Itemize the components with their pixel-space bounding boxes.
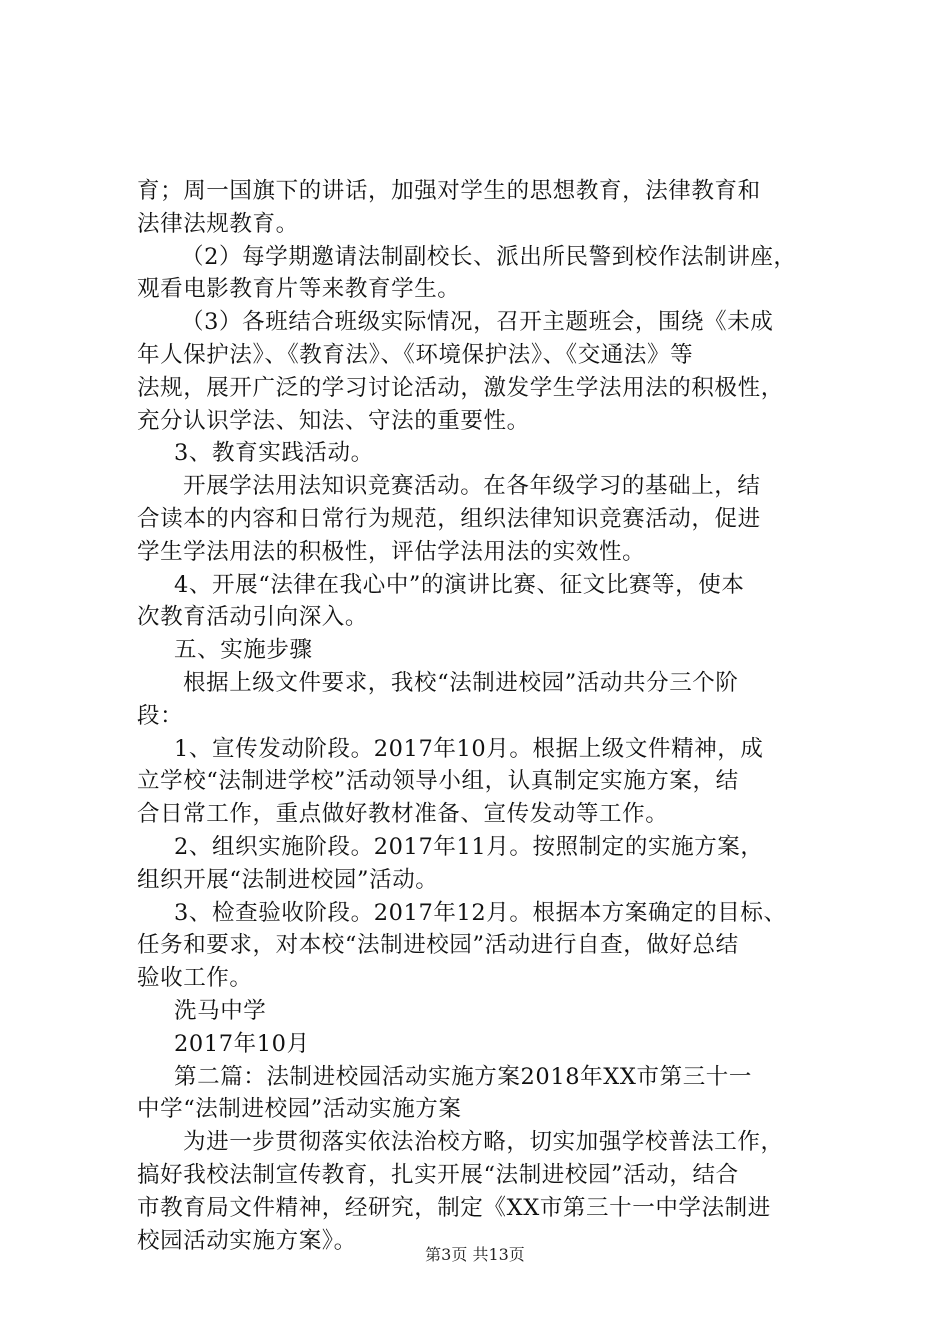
section-title: 第二篇：法制进校园活动实施方案2018年XX市第三十一 xyxy=(174,1063,752,1090)
text-line: 法律法规教育。 xyxy=(137,210,299,237)
text-line: 校园活动实施方案》。 xyxy=(137,1227,357,1254)
text-line: 段： xyxy=(137,702,184,729)
text-line: 1、宣传发动阶段。2017年10月。根据上级文件精神，成 xyxy=(174,735,764,762)
text-line: 组织开展“法制进校园”活动。 xyxy=(137,866,439,893)
page-number-footer: 第3页 共13页 xyxy=(425,1245,525,1264)
text-line: 次教育活动引向深入。 xyxy=(137,604,369,631)
text-line: 观看电影教育片等来教育学生。 xyxy=(137,276,461,303)
text-line: 开展学法用法知识竞赛活动。在各年级学习的基础上，结 xyxy=(183,473,761,500)
text-line: 合日常工作，重点做好教材准备、宣传发动等工作。 xyxy=(137,801,669,828)
text-line: （2）每学期邀请法制副校长、派出所民警到校作法制讲座， xyxy=(181,243,797,270)
text-line: 市教育局文件精神，经研究，制定《XX市第三十一中学法制进 xyxy=(137,1194,771,1221)
text-line: 2、组织实施阶段。2017年11月。按照制定的实施方案， xyxy=(174,833,764,860)
text-line: （3）各班结合班级实际情况，召开主题班会，围绕《未成 xyxy=(181,309,774,336)
section-title: 中学“法制进校园”活动实施方案 xyxy=(137,1096,462,1123)
document-body xyxy=(137,175,837,1257)
text-line: 搞好我校法制宣传教育，扎实开展“法制进校园”活动，结合 xyxy=(137,1161,739,1188)
text-line: 验收工作。 xyxy=(137,965,253,992)
section-heading: 3、教育实践活动。 xyxy=(174,440,374,467)
text-line: 育；周一国旗下的讲话，加强对学生的思想教育，法律教育和 xyxy=(137,178,761,204)
text-line: 法规，展开广泛的学习讨论活动，激发学生学法用法的积极性， xyxy=(137,374,784,401)
text-line: 充分认识学法、知法、守法的重要性。 xyxy=(137,407,530,434)
text-line: 年人保护法》、《教育法》、《环境保护法》、《交通法》等 xyxy=(137,341,694,368)
section-heading: 五、实施步骤 xyxy=(174,637,313,664)
text-line: 合读本的内容和日常行为规范，组织法律知识竞赛活动，促进 xyxy=(137,505,761,532)
text-line: 任务和要求，对本校“法制进校园”活动进行自查，做好总结 xyxy=(137,932,739,959)
text-line: 根据上级文件要求，我校“法制进校园”活动共分三个阶 xyxy=(183,669,739,696)
text-line: 为进一步贯彻落实依法治校方略，切实加强学校普法工作， xyxy=(183,1129,784,1156)
text-line: 立学校“法制进学校”活动领导小组，认真制定实施方案，结 xyxy=(137,768,739,795)
text-line: 4、开展“法律在我心中”的演讲比赛、征文比赛等，使本 xyxy=(174,571,745,598)
text-line: 3、检查验收阶段。2017年12月。根据本方案确定的目标、 xyxy=(174,899,787,926)
signature-school: 洗马中学 xyxy=(174,997,267,1024)
text-line: 学生学法用法的积极性，评估学法用法的实效性。 xyxy=(137,538,646,565)
signature-date: 2017年10月 xyxy=(174,1030,310,1057)
